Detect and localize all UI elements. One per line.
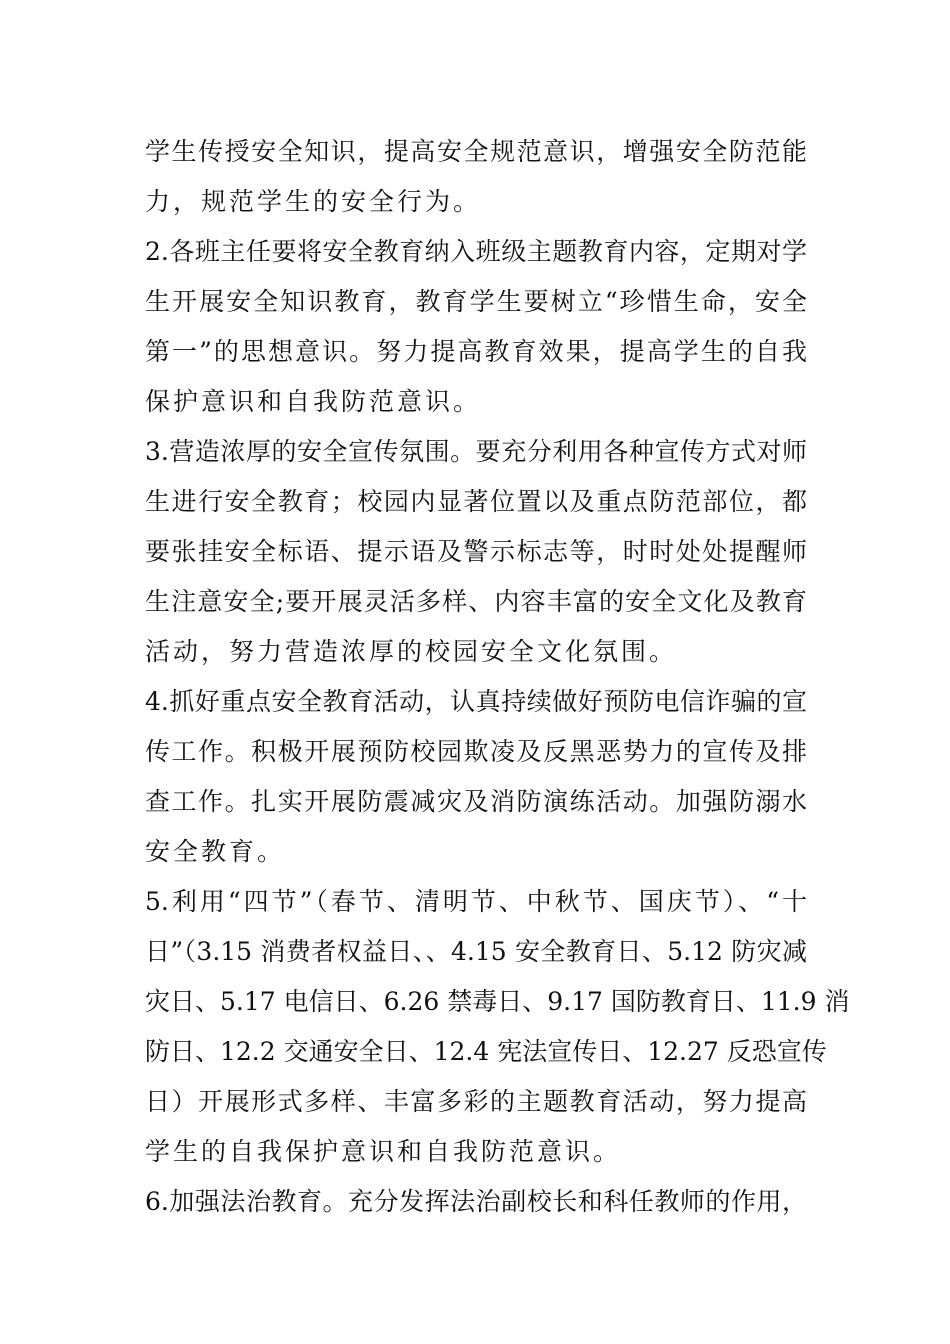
text-line: 3.营造浓厚的安全宣传氛围。要充分利用各种宣传方式对师 bbox=[145, 437, 807, 466]
text-line: 日”（3.15 消费者权益日、、4.15 安全教育日、5.12 防灾减 bbox=[145, 937, 807, 966]
text-line: 生开展安全知识教育，教育学生要树立“珍惜生命，安全 bbox=[145, 287, 807, 316]
text-line: 查工作。扎实开展防震减灾及消防演练活动。加强防溺水 bbox=[145, 787, 807, 816]
text-line: 6.加强法治教育。充分发挥法治副校长和科任教师的作用， bbox=[145, 1187, 807, 1216]
text-line: 生注意安全;要开展灵活多样、内容丰富的安全文化及教育 bbox=[145, 587, 807, 616]
text-line: 日）开展形式多样、丰富多彩的主题教育活动，努力提高 bbox=[145, 1087, 807, 1116]
text-line: 5.利用“四节”（春节、清明节、中秋节、国庆节）、“十 bbox=[145, 887, 807, 916]
text-line: 力，规范学生的安全行为。 bbox=[145, 187, 482, 216]
text-line: 防日、12.2 交通安全日、12.4 宪法宣传日、12.27 反恐宣传 bbox=[145, 1037, 827, 1066]
text-line: 学生的自我保护意识和自我防范意识。 bbox=[145, 1137, 622, 1166]
text-line: 安全教育。 bbox=[145, 837, 286, 866]
text-line: 活动，努力营造浓厚的校园安全文化氛围。 bbox=[145, 637, 678, 666]
text-line: 保护意识和自我防范意识。 bbox=[145, 387, 482, 416]
text-line: 要张挂安全标语、提示语及警示标志等，时时处处提醒师 bbox=[145, 537, 807, 566]
text-line: 生进行安全教育；校园内显著位置以及重点防范部位，都 bbox=[145, 487, 807, 516]
text-line: 第一”的思想意识。努力提高教育效果，提高学生的自我 bbox=[145, 337, 807, 366]
text-line: 4.抓好重点安全教育活动，认真持续做好预防电信诈骗的宣 bbox=[145, 687, 807, 716]
text-line: 灾日、5.17 电信日、6.26 禁毒日、9.17 国防教育日、11.9 消 bbox=[145, 987, 850, 1016]
document-body bbox=[145, 127, 850, 1227]
text-line: 传工作。积极开展预防校园欺凌及反黑恶势力的宣传及排 bbox=[145, 737, 807, 766]
text-line: 学生传授安全知识，提高安全规范意识，增强安全防范能 bbox=[145, 137, 807, 166]
text-line: 2.各班主任要将安全教育纳入班级主题教育内容，定期对学 bbox=[145, 237, 807, 266]
